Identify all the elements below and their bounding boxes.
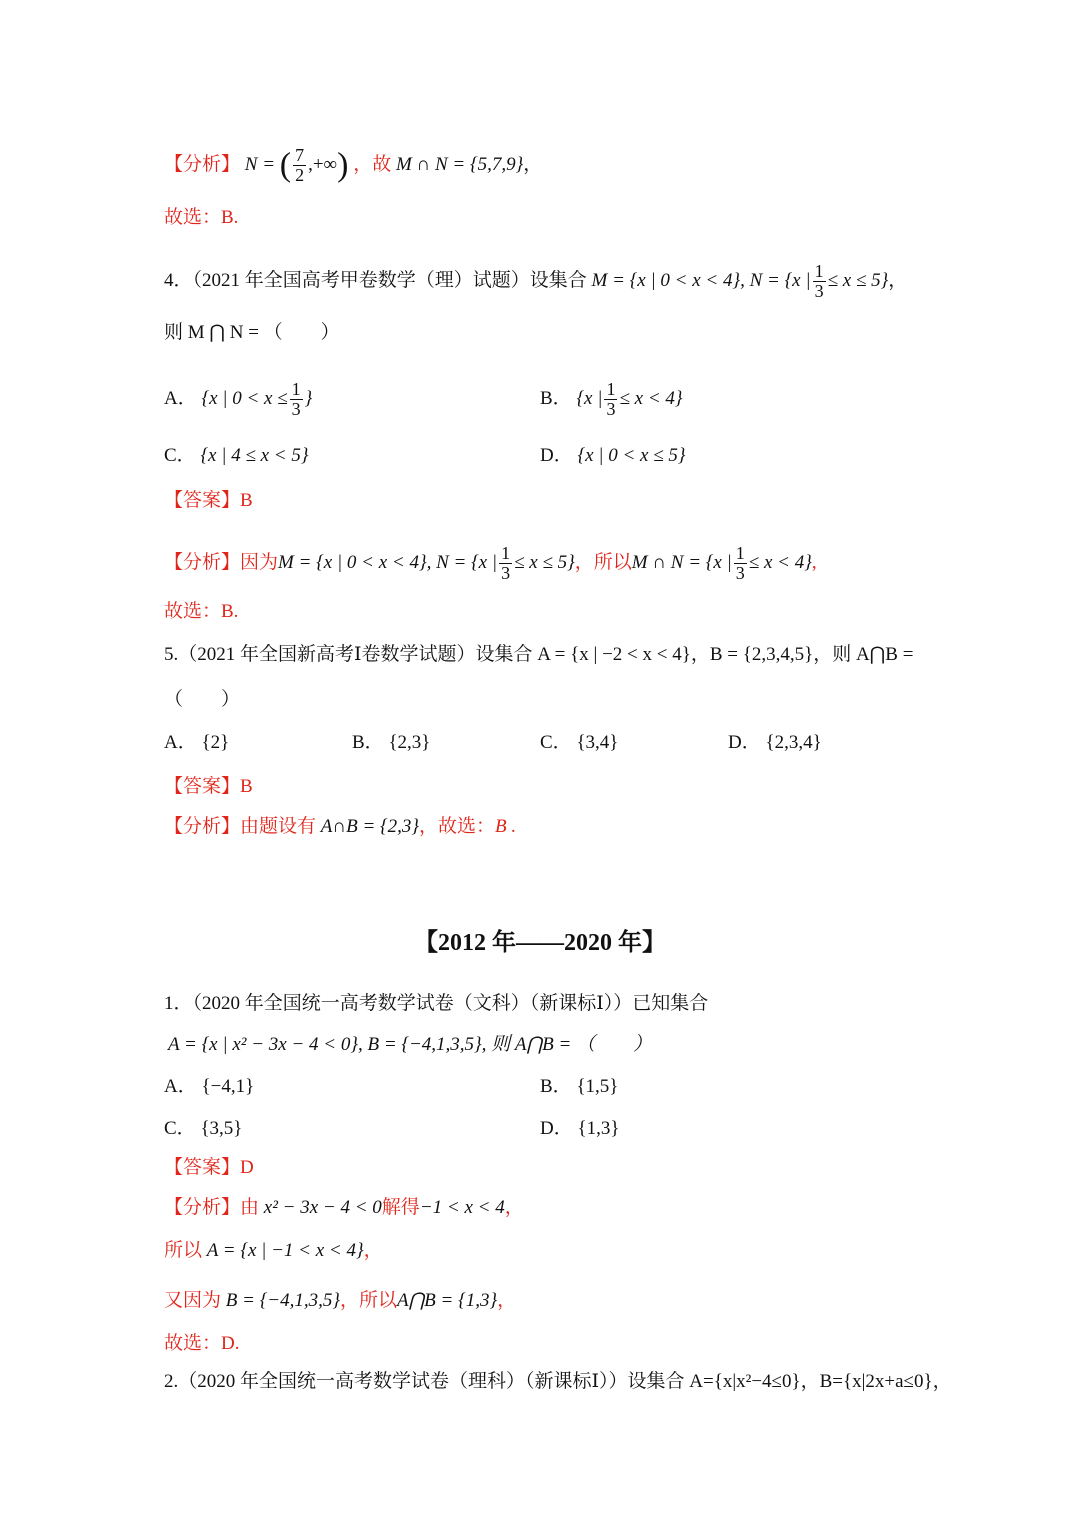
- answer-choice: 故选：B.: [164, 207, 239, 228]
- analysis-1: 【分析】由 x² − 3x − 4 < 0解得−1 < x < 4，: [164, 1197, 524, 1218]
- option-c: C． {x | 4 ≤ x < 5}: [164, 445, 309, 466]
- text: ，故: [353, 153, 392, 175]
- question-5-paren: （ ）: [164, 689, 241, 710]
- question-text: 4．（2021 年全国高考甲卷数学（理）试题）设集合: [164, 269, 587, 291]
- math: M ∩ N = {5,7,9}: [395, 153, 524, 175]
- option-a: A． {x | 0 < x ≤ $\frac{1}{3}$ }: [164, 379, 313, 419]
- math: N =: [244, 153, 276, 175]
- answer-4: 【答案】B: [164, 490, 253, 511]
- analysis-line-3: 【分析】 N = ( $\frac{7}{2}$ ,+∞) ，故 M ∩ N = {5,7,9}，: [164, 145, 543, 185]
- option-d: D． {2,3,4}: [728, 732, 822, 753]
- option-b: B． {x | $\frac{1}{3}$ ≤ x < 4}: [540, 379, 683, 419]
- analysis-1-b: 所以 A = {x | −1 < x < 4}，: [164, 1240, 383, 1261]
- option-d: D． {1,3}: [540, 1118, 620, 1139]
- option-b: B． {2,3}: [352, 732, 431, 753]
- analysis-tag: 【分析】: [164, 153, 241, 175]
- question-4: 4．（2021 年全国高考甲卷数学（理）试题）设集合 M = {x | 0 < x < 4}, N = {x | $\frac{1}{3}$ ≤ x ≤ 5}，: [164, 261, 908, 301]
- answer-5: 【答案】B: [164, 776, 253, 797]
- answer-choice: 故选：D.: [164, 1333, 240, 1354]
- option-d: D． {x | 0 < x ≤ 5}: [540, 445, 686, 466]
- question-5: 5.（2021 年全国新高考Ⅰ卷数学试题）设集合 A = {x | −2 < x < 4}，B = {2,3,4,5}，则 A⋂B =: [164, 644, 914, 665]
- math: M = {x | 0 < x < 4}, N = {x |: [591, 269, 811, 291]
- question-1: 1．（2020 年全国统一高考数学试卷（文科）（新课标Ⅰ））已知集合: [164, 993, 709, 1014]
- math: ≤ x ≤ 5}: [827, 269, 889, 291]
- question-2: 2.（2020 年全国统一高考数学试卷（理科）（新课标Ⅰ））设集合 A={x|x²−4≤0}，B={x|2x+a≤0}，: [164, 1371, 952, 1392]
- analysis-4: 【分析】因为M = {x | 0 < x < 4}, N = {x | $\frac{1}{3}$ ≤ x ≤ 5}，所以M ∩ N = {x | $\frac{1}{3}$ ≤ x < 4},: [164, 543, 817, 583]
- answer-1: 【答案】D: [164, 1157, 254, 1178]
- fraction: $\frac{1}{3}$: [814, 261, 824, 301]
- analysis-1-c: 又因为 B = {−4,1,3,5}，所以A⋂B = {1,3}，: [164, 1290, 517, 1311]
- option-b: B． {1,5}: [540, 1076, 619, 1097]
- analysis-5: 【分析】由题设有 A∩B = {2,3}，故选：B .: [164, 816, 517, 837]
- section-heading: 【2012 年——2020 年】: [414, 930, 666, 956]
- answer-choice: 故选：B.: [164, 601, 239, 622]
- question-4-stem: 则 M ⋂ N = （ ）: [164, 322, 340, 343]
- option-c: C． {3,5}: [164, 1118, 243, 1139]
- option-c: C． {3,4}: [540, 732, 619, 753]
- fraction: $\frac{7}{2}$: [295, 145, 305, 185]
- option-a: A． {−4,1}: [164, 1076, 255, 1097]
- option-a: A． {2}: [164, 732, 230, 753]
- math: ,+∞: [308, 153, 338, 175]
- question-1-stem: A = {x | x² − 3x − 4 < 0}, B = {−4,1,3,5}, 则 A⋂B = （ ）: [168, 1034, 653, 1055]
